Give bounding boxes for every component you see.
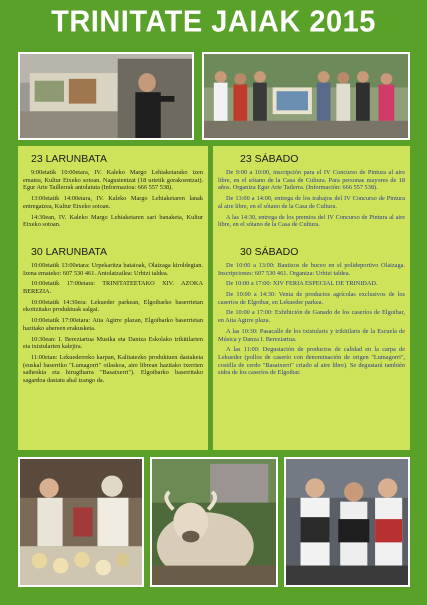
market-stall-photo [18, 457, 144, 587]
program-entry: 13:00etatik 14:00etara, IV. Kaleko Margo Lehiaketaren lanak entregatzea, Kultur Etxeko sotoan. [23, 195, 203, 210]
spanish-program-panel [213, 146, 410, 450]
program-entry: De 10:00 a 17:00: XIV FERIA ESPECIAL DE TRINIDAD. [226, 280, 378, 288]
program-entry: 10:00etatik 17:00etara: Aita Agirre plazan, Elgoibarko baserrietan hazitako abereen erakusketa. [23, 317, 203, 332]
program-entry: A las 10:30: Pasacalle de los txistularis y trikitilaris de la Escuela de Música y Danza I. Bereziartua. [218, 327, 405, 343]
program-entry: A las 11:00: Degustación de productos de calidad en la carpa de Lekueder (pollos de caserío con denominación de origen "Lumagorri", costilla de cerdo "Basatxerri" criado al aire libre). Se degustará también sidra de los caseríos de Elgoibar. [218, 346, 405, 377]
day-heading: 30 LARUNBATA [31, 245, 108, 258]
painter-at-wall-photo [18, 52, 194, 140]
program-entry: 11:00etan: Lekuederreko karpan, Kalitatezko produktuen dastaketa (euskal baserriko "Lumagorri" oilaskoa, aire librean hazitako txerrien saiheskia eta hirugiharra "Basatxerri"). Elgoibarko baserritako sagardoa dastatu ahal izango da. [23, 353, 203, 385]
program-entry: 14:30ean, IV. Kaleko Margo Lehiaketaren sari banaketa, Kultur Etxeko sotoan. [23, 213, 203, 229]
program-entry: De 10:00 a 17:00: Exhibición de Ganado de los caseríos de Elgoibar, en Aita Agirre plaza. [218, 309, 405, 325]
oxen-photo [150, 457, 278, 587]
day-heading: 23 LARUNBATA [31, 153, 108, 165]
program-entry: 9:00etatik 10:00etara, IV. Kaleko Margo Lehiaketarako izen ematea, Kultur Etxeko sotoan. Nagusientzat (18 urtetik gorakoentzat). Egur Arte Taillerrak antolatuta (Informazioa: 666 557 538). [23, 169, 203, 192]
musicians-accordion-photo [284, 457, 410, 587]
program-entry: De 10:00 a 14:30: Venta de productos agrícolas exclusivos de los caseríos de Elgoibar, en Lekueder parkea. [218, 291, 405, 306]
day-heading: 30 SÁBADO [240, 245, 299, 258]
program-entry: De 10:00 a 13:00: Bautizos de buceo en el polideportivo Olaizaga. Inscripciones: 607 530 461. Organiza: Urbizi taldea. [218, 261, 405, 277]
program-entry: 10:00etatik 17:00etara: TRINITATEETAKO XIV. AZOKA BEREZIA. [23, 280, 203, 296]
program-entry: 10:30ean: I. Bereziartua Musika eta Dantza Eskolako trikitilarien eta txistularien kalejira. [23, 335, 203, 351]
program-entry: De 9:00 a 10:00, inscripción para el IV Concurso de Pintura al aire libre, en el sótano de la Casa de Cultura. Para personas mayores de 18 años. Organiza Egur Arte Tailerra. (Información: 666 557 538). [218, 169, 405, 192]
program-entry: De 13:00 a 14:00, entrega de los trabajos del IV Concurso de Pintura al aire libre, en el sótano de la Casa de Cultura. [218, 195, 405, 210]
prize-winners-group-photo [202, 52, 410, 140]
program-entry: 10:00etatik 14:30era: Lekueder parkean, Elgoibarko baserrietan ekoitzitako produktuak salgai. [23, 298, 203, 314]
page-title: TRINITATE JAIAK 2015 [51, 5, 376, 39]
program-entry: 10:00etatik 13:00etara: Urpekaritza bataioak, Olaizaga kiroldegian. Izena emateko: 607 530 461. Antolatzailea: Urbizi taldea. [23, 261, 203, 277]
day-heading: 23 SÁBADO [240, 153, 299, 165]
program-entry: A las 14:30, entrega de los premios del IV Concurso de Pintura al aire libre, en el sótano de la Casa de Cultura. [218, 213, 405, 229]
basque-program-panel [18, 146, 208, 450]
